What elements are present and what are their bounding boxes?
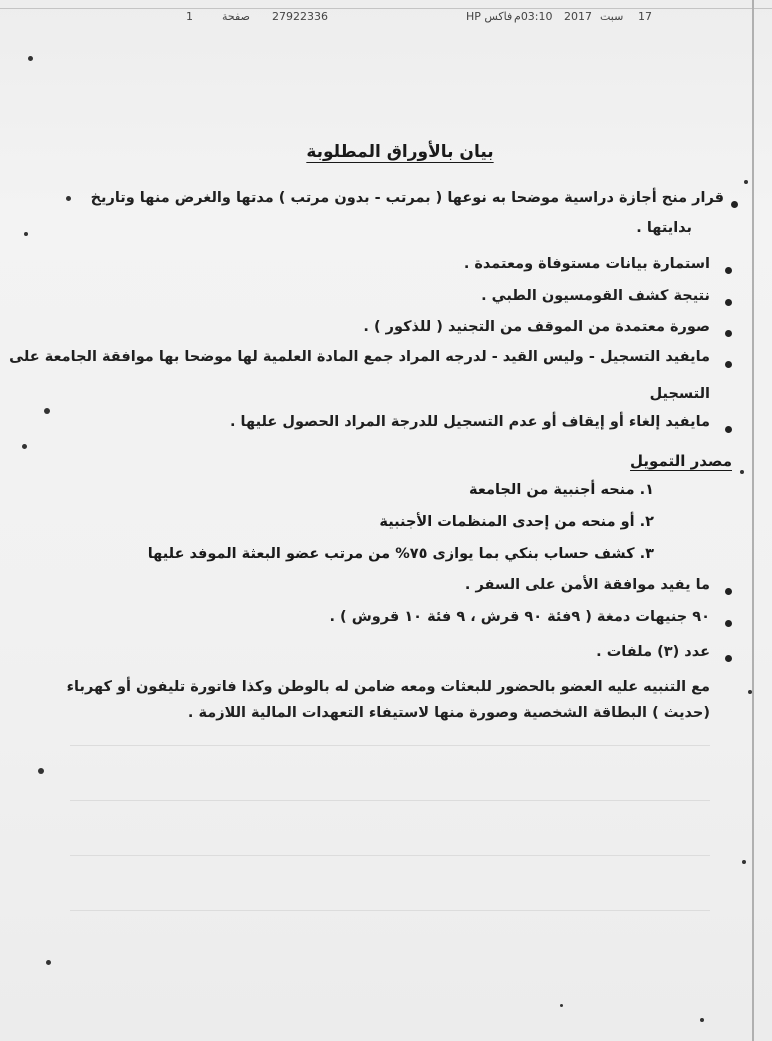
bullet-9 bbox=[725, 655, 732, 662]
scan-speck bbox=[44, 408, 50, 414]
item-data-form: استمارة بيانات مستوفاة ومعتمدة . bbox=[463, 256, 710, 272]
item-cancellation: مايفيد إلغاء أو إيقاف أو عدم التسجيل للدرجة المراد الحصول عليها . bbox=[230, 414, 710, 430]
item-medical: نتيجة كشف القومسيون الطبي . bbox=[481, 288, 710, 304]
page-edge-top bbox=[0, 8, 772, 9]
scan-speck bbox=[560, 1004, 563, 1007]
page-edge-right bbox=[752, 0, 754, 1041]
faint-rule bbox=[70, 745, 710, 746]
bullet-6 bbox=[725, 426, 732, 433]
item-grant-decision: قرار منح أجازة دراسية موضحا به نوعها ( بمرتب - بدون مرتب ) مدتها والغرض منها وتاريخ bbox=[90, 190, 724, 206]
bullet-2 bbox=[725, 267, 732, 274]
note-line-1: مع التنبيه عليه العضو بالحضور للبعثات ومعه ضامن له بالوطن وكذا فاتورة تليفون أو كهرباء bbox=[66, 679, 710, 695]
bullet-4 bbox=[725, 330, 732, 337]
scan-speck bbox=[28, 56, 33, 61]
note-line-2: (حديث ) البطاقة الشخصية وصورة منها لاستيفاء التعهدات المالية اللازمة . bbox=[187, 705, 710, 721]
bullet-1 bbox=[731, 201, 738, 208]
funding-heading: مصدر التمويل bbox=[630, 452, 732, 470]
scan-speck bbox=[742, 860, 746, 864]
scan-speck bbox=[748, 690, 752, 694]
fax-number: 27922336 bbox=[272, 10, 328, 23]
funding-item-3: ٣. كشف حساب بنكي بما يوازى ٧٥% من مرتب عضو البعثة الموفد عليها bbox=[147, 546, 654, 562]
faint-rule bbox=[70, 855, 710, 856]
scan-speck bbox=[700, 1018, 704, 1022]
scan-speck bbox=[46, 960, 51, 965]
scan-speck bbox=[740, 470, 744, 474]
fax-brand: فاكس HP bbox=[466, 10, 513, 23]
item-stamps: ٩٠ جنيهات دمغة ( ٩فئة ٩٠ قرش ، ٩ فئة ١٠ قروش ) . bbox=[329, 609, 710, 625]
bullet-7 bbox=[725, 588, 732, 595]
item-registration: مايفيد التسجيل - وليس القيد - لدرجه المراد جمع المادة العلمية لها موضحا بها موافقة الجامعة على bbox=[9, 349, 710, 365]
funding-item-1: ١. منحه أجنبية من الجامعة bbox=[469, 482, 654, 498]
scan-speck bbox=[38, 768, 44, 774]
fax-day: 17 bbox=[638, 10, 652, 23]
item-registration-cont: التسجيل bbox=[649, 386, 710, 402]
item-grant-decision-cont: بدايتها . bbox=[636, 220, 692, 236]
fax-page-number: 1 bbox=[186, 10, 193, 23]
bullet-5 bbox=[725, 361, 732, 368]
fax-year: 2017 bbox=[564, 10, 592, 23]
item-security: ما يفيد موافقة الأمن على السفر . bbox=[464, 577, 710, 593]
item-files: عدد (٣) ملفات . bbox=[596, 644, 710, 660]
scan-speck bbox=[22, 444, 27, 449]
document-title: بيان بالأوراق المطلوبة bbox=[306, 142, 494, 162]
scan-speck bbox=[24, 232, 28, 236]
fax-page-label: صفحة bbox=[222, 10, 250, 23]
fax-month: سبت bbox=[600, 10, 624, 23]
bullet-8 bbox=[725, 620, 732, 627]
fax-header bbox=[180, 10, 680, 28]
funding-item-2: ٢. أو منحه من إحدى المنظمات الأجنبية bbox=[379, 514, 654, 530]
fax-time: 03:10م bbox=[514, 10, 553, 23]
faint-rule bbox=[70, 910, 710, 911]
bullet-3 bbox=[725, 299, 732, 306]
scan-speck bbox=[744, 180, 748, 184]
scan-speck bbox=[66, 196, 71, 201]
item-military: صورة معتمدة من الموقف من التجنيد ( للذكور ) . bbox=[363, 319, 710, 335]
faint-rule bbox=[70, 800, 710, 801]
